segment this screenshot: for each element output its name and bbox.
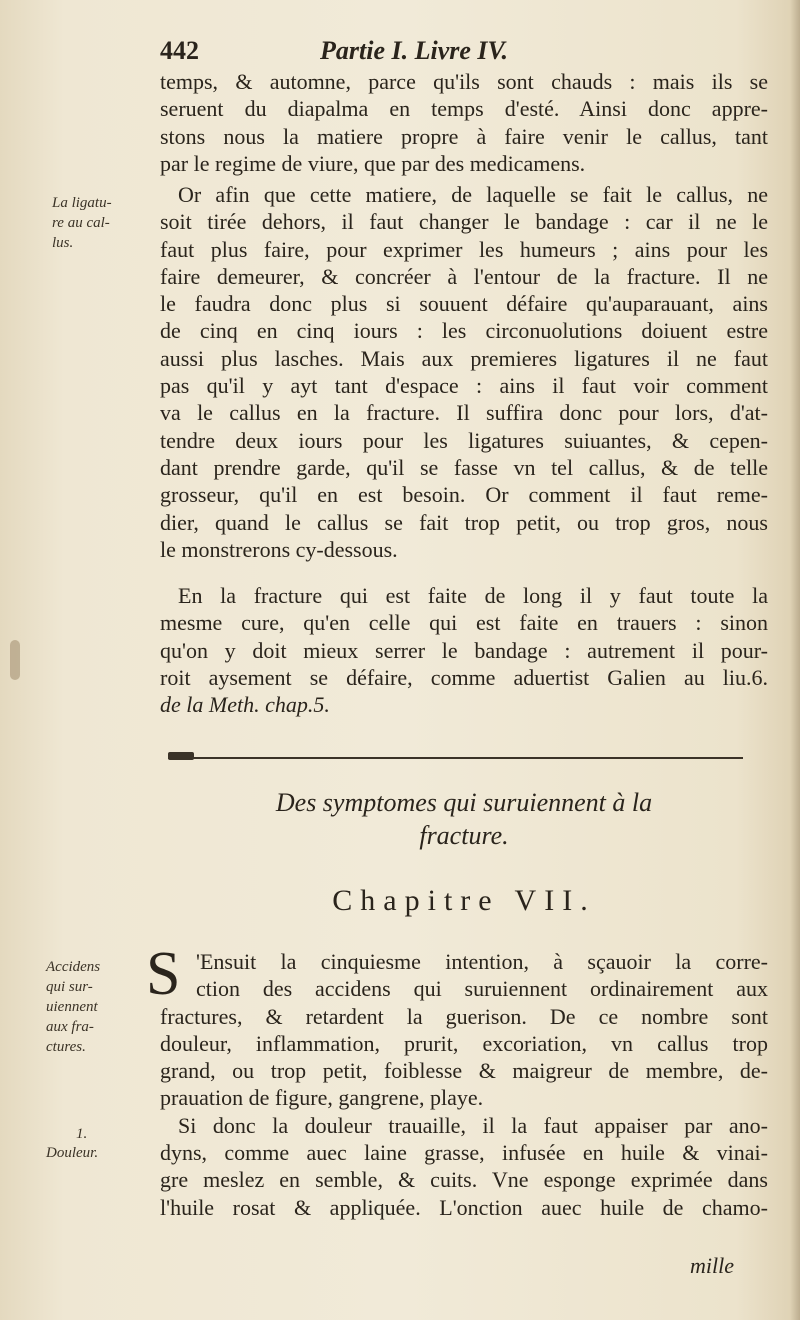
text-line: grosseur, qu'il en est besoin. Or comment il faut reme- [160, 482, 768, 508]
margin-note-number: 1. [76, 1126, 88, 1142]
text-line: par le regime de viure, que par des medicamens. [160, 150, 586, 176]
text-line: de la Meth. chap.5. [160, 692, 330, 718]
running-title: Partie I. Livre IV. [320, 36, 509, 65]
text-line: Si donc la douleur trauaille, il la faut appaiser par ano- [178, 1112, 768, 1138]
text-line: prauation de figure, gangrene, playe. [160, 1085, 484, 1111]
text-line: ction des accidens qui suruiennent ordinairement aux [196, 976, 768, 1002]
text-line: dyns, comme auec laine grasse, infusée en huile & vinai- [160, 1140, 768, 1166]
text-line: roit aysement se défaire, comme aduertist Galien au liu.6. [160, 664, 768, 690]
text-line: gre meslez en semble, & cuits. Vne esponge exprimée dans [160, 1167, 768, 1193]
text-line: mesme cure, qu'en celle qui est faite en trauers : sinon [160, 610, 768, 636]
text-line: fractures, & retardent la guerison. De ce nombre sont [160, 1003, 768, 1029]
text-line: dier, quand le callus se fait trop petit, ou trop gros, nous [160, 509, 768, 535]
text-line: de cinq en cinq iours : les circonuolutions doiuent estre [160, 318, 768, 344]
text-line: dant prendre garde, qu'il se fasse vn tel callus, & de telle [160, 454, 768, 480]
text-line: seruent du diapalma en temps d'esté. Ainsi donc appre- [160, 96, 768, 122]
margin-note-douleur: Douleur. [46, 1145, 99, 1161]
ink-stain [10, 640, 20, 680]
margin-note-ligature: La ligatu- re au cal- lus. [52, 195, 112, 251]
text-line: stons nous la matiere propre à faire venir le callus, tant [160, 123, 768, 149]
section-divider [168, 757, 743, 759]
paragraph-1 [160, 68, 768, 177]
page-edge-shadow [790, 0, 800, 1320]
text-line: faut plus faire, pour exprimer les humeurs ; ains pour les [160, 236, 768, 262]
text-line: grand, ou trop petit, foiblesse & maigreur de membre, de- [160, 1058, 768, 1084]
text-line: Or afin que cette matiere, de laquelle se fait le callus, ne [178, 182, 768, 207]
catchword: mille [690, 1253, 734, 1278]
paragraph-3 [160, 582, 768, 718]
text-line: aussi plus lasches. Mais aux premieres ligatures il ne faut [160, 345, 768, 371]
text-line: 'Ensuit la cinquiesme intention, à sçauoir la corre- [196, 949, 768, 974]
page-number: 442 [160, 36, 199, 65]
text-line: temps, & automne, parce qu'ils sont chauds : mais ils se [160, 69, 768, 94]
text-line: le faudra donc plus si souuent défaire qu'auparauant, ains [160, 291, 768, 317]
text-line: tendre deux iours pour les ligatures suiuantes, & cepen- [160, 427, 768, 453]
text-line: pas qu'il y ayt tant d'espace : ains il faut voir comment [160, 373, 768, 399]
text-line: faire demeurer, & concréer à l'entour de la fracture. Il ne [160, 263, 768, 289]
chapter-heading: Chapitre VII. [332, 884, 596, 917]
drop-cap: S [146, 940, 181, 1008]
paragraph-4 [160, 948, 768, 1221]
text-line: soit tirée dehors, il faut changer le bandage : car il ne le [160, 209, 768, 235]
text-line: va le callus en la fracture. Il suffira donc pour lors, d'at- [160, 400, 768, 426]
paragraph-2 [160, 181, 768, 563]
text-line: l'huile rosat & appliquée. L'onction auec huile de chamo- [160, 1194, 768, 1220]
text-line: douleur, inflammation, prurit, excoriation, vn callus trop [160, 1030, 768, 1056]
section-title-continued: fracture. [419, 821, 509, 850]
margin-note-accidens: Accidens qui sur- uiennent aux fra- ctures. [46, 959, 101, 1055]
section-title: Des symptomes qui suruiennent à la [275, 788, 653, 817]
text-line: le monstrerons cy-dessous. [160, 536, 398, 562]
text-line: En la fracture qui est faite de long il y faut toute la [178, 583, 768, 608]
text-line: qu'on y doit mieux serrer le bandage : autrement il pour- [160, 637, 768, 663]
page-header [160, 36, 720, 70]
